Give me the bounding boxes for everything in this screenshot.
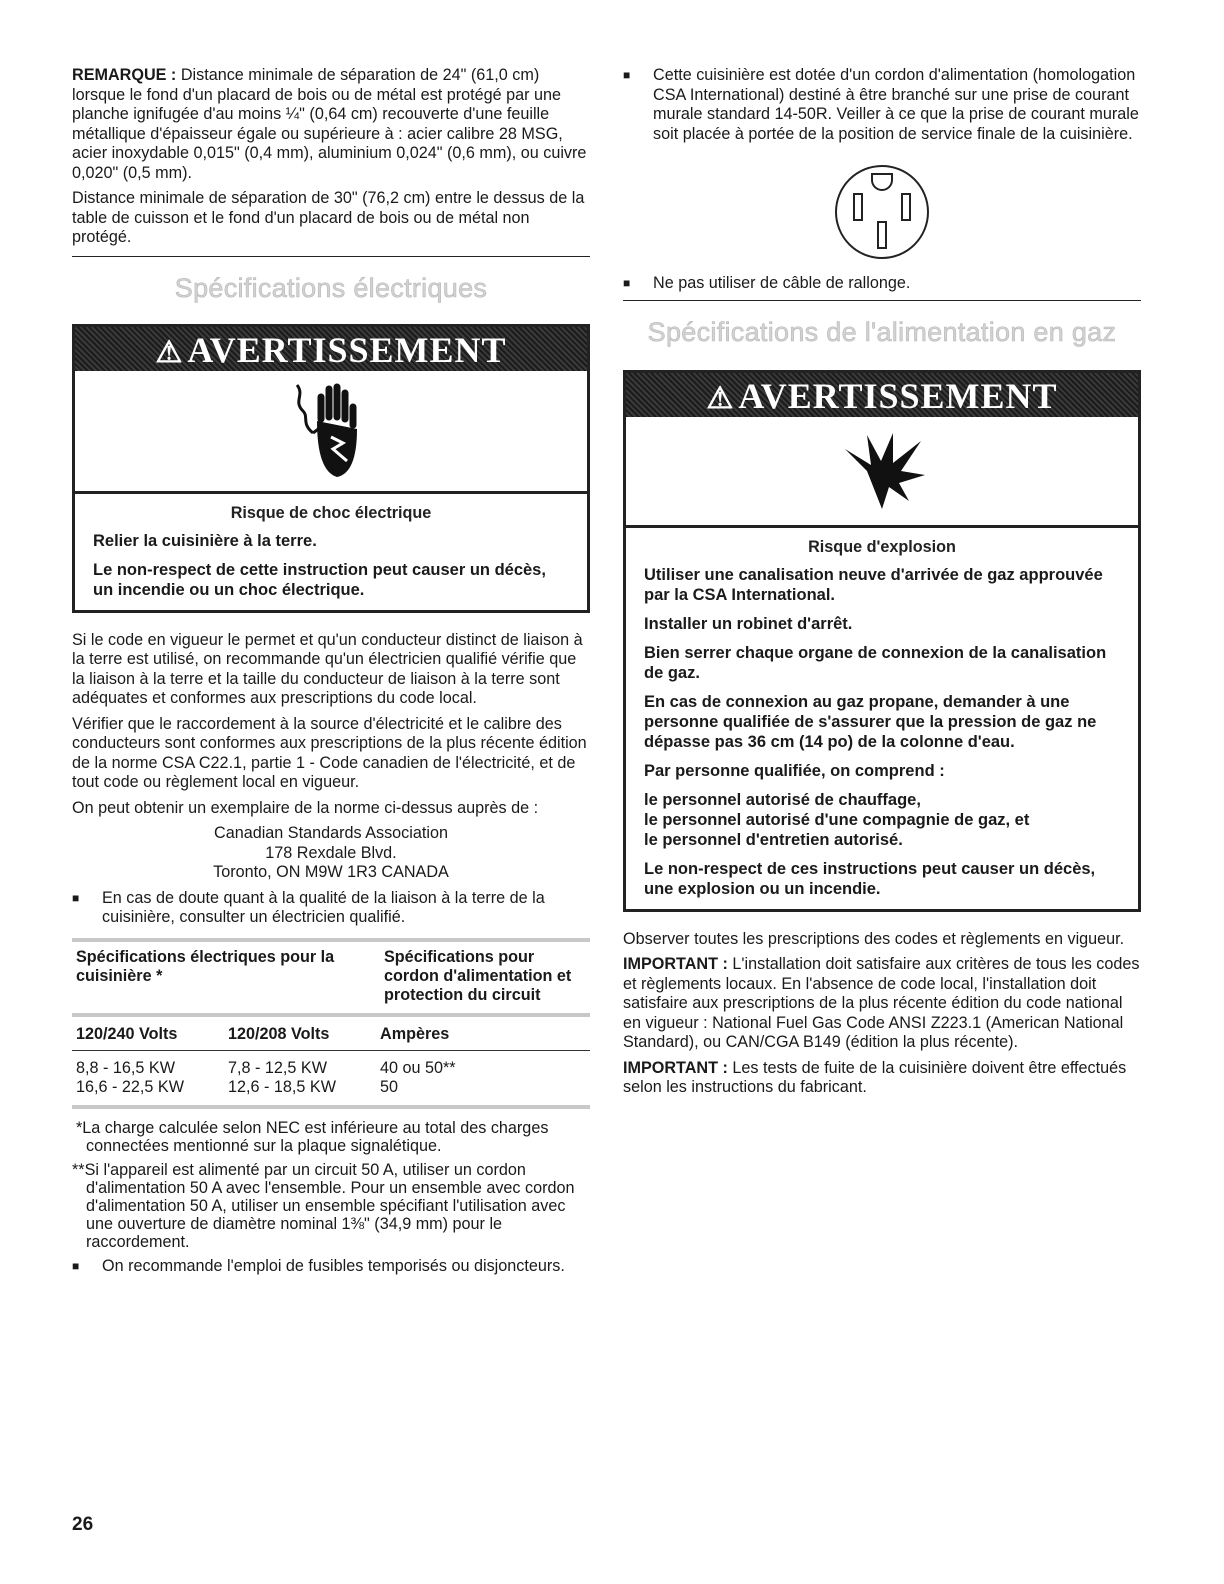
- observe-paragraph: Observer toutes les prescriptions des codes et règlements en vigueur.: [623, 929, 1125, 948]
- divider: [72, 256, 590, 257]
- table-cell: 50: [380, 1077, 399, 1096]
- hazard-title: Risque de choc électrique: [230, 503, 432, 522]
- warning-triangle-icon: ⚠: [706, 381, 735, 415]
- warning-body: [75, 494, 587, 610]
- electric-shock-icon-area: [75, 371, 587, 494]
- outlet-diagram: [623, 162, 1141, 262]
- warning-line: Le non-respect de ces instructions peut causer un décès, une explosion ou un incendie.: [644, 859, 1096, 898]
- right-column: [623, 66, 1141, 1104]
- csa-paragraph: Vérifier que le raccordement à la source d'électricité et le calibre des conducteurs sont conformes aux prescriptions de la plus récente édition de la norme CSA C22.1, partie 1 - Code canadien de l'électricité, et de tout code ou règlement local en vigueur.: [72, 714, 587, 791]
- warning-body: [626, 528, 1138, 909]
- hazard-title: Risque d'explosion: [808, 537, 956, 556]
- table-subheader-row: [72, 1017, 590, 1051]
- table-header-cell: Spécifications électriques pour la cuisinière *: [76, 947, 335, 985]
- distance-paragraph: Distance minimale de séparation de 30" (76,2 cm) entre le dessus de la table de cuisson et le fond d'un placard de bois ou de métal non protégé.: [72, 189, 585, 246]
- remarque-paragraph: [72, 66, 590, 183]
- important-label: IMPORTANT :: [623, 955, 728, 973]
- table-subheader-cell: 120/208 Volts: [228, 1024, 330, 1043]
- bullet-item: ■ Ne pas utiliser de câble de rallonge.: [623, 274, 1141, 294]
- important-paragraph-1: [623, 955, 1141, 1053]
- warning-line: En cas de connexion au gaz propane, demander à une personne qualifiée de s'assurer que la pression de gaz ne dépasse pas 36 cm (14 po) de la colonne d'eau.: [644, 692, 1097, 751]
- outlet-14-50r-icon: [832, 162, 932, 262]
- address-line: Toronto, ON M9W 1R3 CANADA: [213, 863, 449, 881]
- table-subheader-cell: Ampères: [380, 1024, 450, 1043]
- warning-line: Installer un robinet d'arrêt.: [644, 614, 853, 633]
- table-subheader-cell: 120/240 Volts: [76, 1024, 178, 1043]
- warning-line: Par personne qualifiée, on comprend :: [644, 761, 945, 780]
- warning-line: Utiliser une canalisation neuve d'arrivée de gaz approuvée par la CSA International.: [644, 565, 1103, 604]
- explosion-icon: [837, 431, 927, 511]
- table-cell: 40 ou 50**: [380, 1058, 456, 1077]
- warning-line: Bien serrer chaque organe de connexion de la canalisation de gaz.: [644, 643, 1107, 682]
- spec-table: [72, 938, 590, 1109]
- important-paragraph-2: [623, 1059, 1141, 1098]
- table-header-cell: Spécifications pour cordon d'alimentation et protection du circuit: [384, 947, 572, 1004]
- warning-header: [626, 373, 1138, 417]
- warning-header-text: AVERTISSEMENT: [187, 329, 507, 370]
- important-label: IMPORTANT :: [623, 1058, 728, 1077]
- address-block: [72, 824, 590, 883]
- table-cell: 7,8 - 12,5 KW: [228, 1058, 327, 1077]
- table-cell: 8,8 - 16,5 KW: [76, 1058, 175, 1077]
- warning-box-electrical: [72, 324, 590, 613]
- address-line: Canadian Standards Association: [214, 824, 448, 842]
- footnote-2: **Si l'appareil est alimenté par un circuit 50 A, utiliser un cordon d'alimentation 50 A avec l'ensemble. Pour un ensemble avec cordon d'alimentation 50 A, utiliser un ensemble spécifiant l'utilisation avec une ouverture de diamètre nominal 1⅜" (34,9 mm) pour le raccordement.: [72, 1160, 575, 1251]
- important-text: L'installation doit satisfaire aux critères de tous les codes et règlements locaux. En l'absence de code local, l'installation doit satisfaire aux prescriptions de la plus récente édition du code national en vigueur : National Fuel Gas Code ANSI Z223.1 (American National Standard), ou CAN/CGA B149 (édition la plus récente).: [623, 955, 1140, 1051]
- footnote-1: *La charge calculée selon NEC est inférieure au total des charges connectées mentionné sur la plaque signalétique.: [76, 1118, 549, 1155]
- warning-header-text: AVERTISSEMENT: [738, 375, 1058, 416]
- remarque-label: REMARQUE :: [72, 66, 177, 84]
- warning-line: Le non-respect de cette instruction peut causer un décès, un incendie ou un choc électrique.: [93, 560, 546, 599]
- bullet-item: ■ En cas de doute quant à la qualité de la liaison à la terre de la cuisinière, consulter un électricien qualifié.: [72, 889, 590, 928]
- bullet-item: ■ Cette cuisinière est dotée d'un cordon d'alimentation (homologation CSA International) destiné à être branché sur une prise de courant murale standard 14-50R. Veiller à ce que la prise de courant murale soit placée à portée de la position de service finale de la cuisinière.: [623, 66, 1141, 144]
- divider: [623, 300, 1141, 301]
- bullet-item: ■ On recommande l'emploi de fusibles temporisés ou disjoncteurs.: [72, 1257, 590, 1277]
- table-row: [72, 1078, 590, 1097]
- important-text: Les tests de fuite de la cuisinière doivent être effectués selon les instructions du fabricant.: [623, 1058, 1127, 1096]
- warning-header: [75, 327, 587, 371]
- address-line: 178 Rexdale Blvd.: [265, 843, 397, 862]
- section-title-gas: Spécifications de l'alimentation en gaz: [647, 316, 1117, 347]
- left-column: [72, 66, 590, 1282]
- table-row: [72, 1059, 590, 1078]
- warning-line: le personnel autorisé de chauffage, le personnel autorisé d'une compagnie de gaz, et le personnel d'entretien autorisé.: [644, 790, 1030, 849]
- remarque-text: Distance minimale de séparation de 24" (61,0 cm) lorsque le fond d'un placard de bois ou de métal est protégé par une planche ignifugée d'au moins ¼" (0,64 cm) recouverte d'une feuille métallique d'épaisseur égale ou supérieure à : acier calibre 28 MSG, acier inoxydable 0,015" (0,4 mm), aluminium 0,024" (0,6 mm), ou cuivre 0,020" (0,5 mm).: [72, 66, 587, 182]
- table-cell: 16,6 - 22,5 KW: [76, 1077, 184, 1096]
- page-number: 26: [72, 1514, 94, 1535]
- section-title-electrical: Spécifications électriques: [174, 272, 488, 303]
- grounding-paragraph: Si le code en vigueur le permet et qu'un conducteur distinct de liaison à la terre est utilisé, on recommande qu'un électricien qualifié vérifie que la liaison à la terre et la taille du conducteur de liaison à la terre sont adéquates et conformes aux prescriptions du code local.: [72, 630, 583, 707]
- warning-triangle-icon: ⚠: [155, 335, 184, 369]
- table-cell: 12,6 - 18,5 KW: [228, 1077, 336, 1096]
- warning-line: Relier la cuisinière à la terre.: [93, 531, 317, 550]
- warning-box-gas: [623, 370, 1141, 912]
- electric-shock-icon: [291, 381, 371, 481]
- table-header-row: [72, 942, 590, 1017]
- explosion-icon-area: [626, 417, 1138, 528]
- table-body: [72, 1051, 590, 1105]
- obtain-paragraph: On peut obtenir un exemplaire de la norme ci-dessus auprès de :: [72, 798, 539, 817]
